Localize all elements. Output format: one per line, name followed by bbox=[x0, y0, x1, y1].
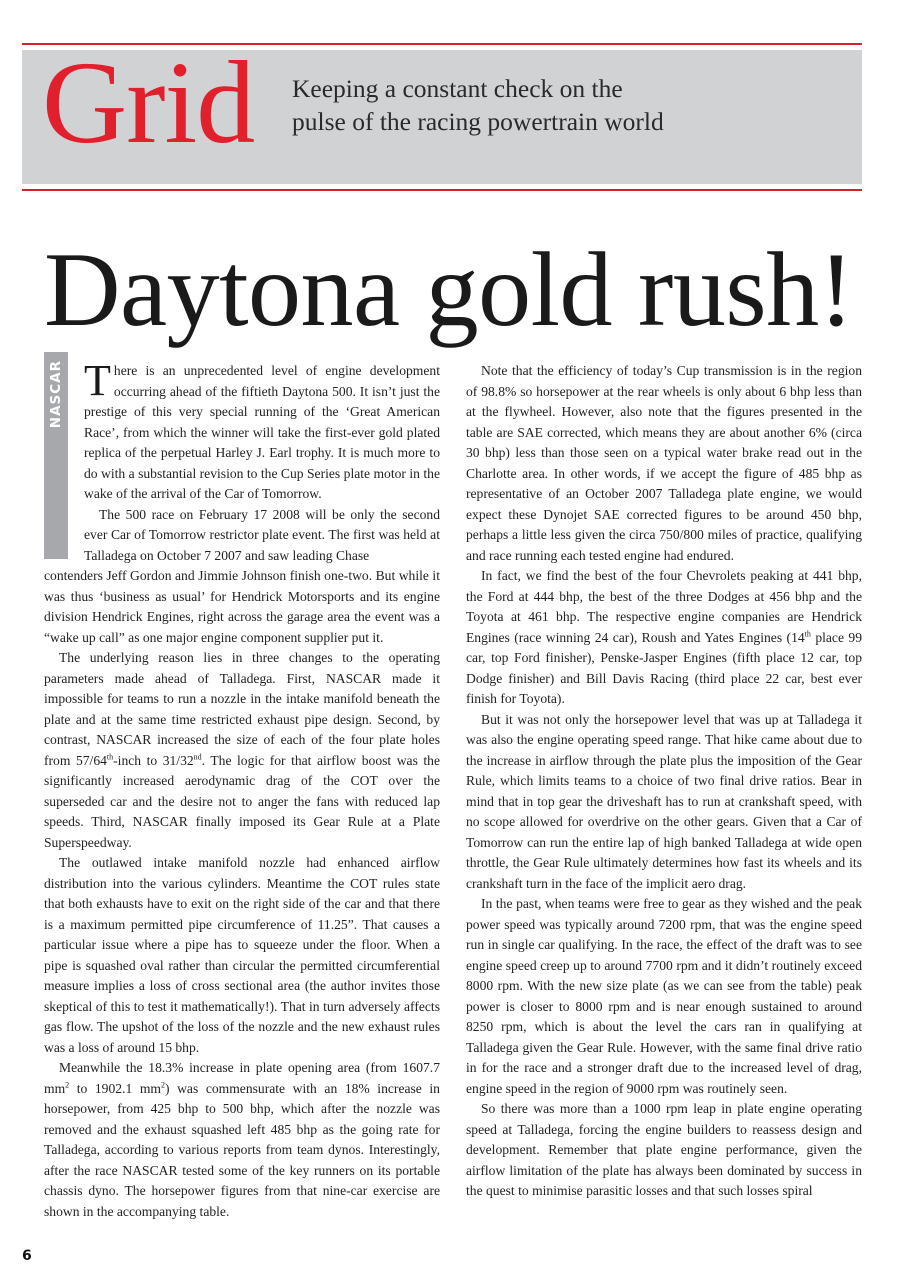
article-headline: Daytona gold rush! bbox=[44, 231, 854, 348]
masthead-title: Grid bbox=[42, 37, 255, 168]
paragraph: The underlying reason lies in three changes to the operating parameters made ahead of Talladega. First, NASCAR made it impossible for teams to run a nozzle in the intake manifold beneath the plate and at the same time restricted exhaust pipe design. Second, by contrast, NASCAR increased the size of each of the four plate holes from 57/64th-inch to 31/32nd. The logic for that airflow boost was the significantly increased aerodynamic drag of the COT over the superseded car and the desire not to anger the fans with reduced lap speeds. Third, NASCAR finally imposed its Gear Rule at a Plate Superspeedway. bbox=[44, 650, 440, 850]
article-column-right bbox=[466, 361, 862, 1202]
paragraph: But it was not only the horsepower level that was up at Talladega it was also the engine operating speed range. That hike came about due to the increase in airflow through the plate plus the imposition of the Gear Rule, which limits teams to a choice of two final drive ratios. Bear in mind that in top gear the driveshaft has to run at crankshaft speed, with no scope allowed for overdrive on the other gears. Given that a Car of Tomorrow can run the entire lap of high banked Talladega at wide open throttle, the Gear Rule ultimately determines how fast its wheels and its crankshaft turn in the face of the implicit aero drag. bbox=[466, 711, 862, 891]
page-number: 6 bbox=[22, 1248, 32, 1264]
paragraph: Meanwhile the 18.3% increase in plate opening area (from 1607.7 $mm^2$ to 1902.1 $mm^2$) was commensurate with an 18% increase in horsepower, from 425 bhp to 500 bhp, which after the nozzle was removed and the exhaust squashed left 485 bhp as the going rate for Talladega, according to various reports from team dynos. Interestingly, after the race NASCAR tested some of the key runners on its portable chassis dyno. The horsepower figures from that nine-car exercise are shown in the accompanying table. bbox=[44, 1060, 440, 1219]
tagline-line-2: pulse of the racing powertrain world bbox=[292, 107, 664, 136]
article-column-left bbox=[44, 356, 440, 1222]
paragraph: In fact, we find the best of the four Chevrolets peaking at 441 bhp, the Ford at 444 bhp, the best of the three Dodges at 456 bhp and the Toyota at 461 bhp. The respective engine companies are Hendrick Engines (race winning 24 car), Roush and Yates Engines (14th place 99 car, top Ford finisher), Penske-Jasper Engines (fifth place 12 car, top Dodge finisher) and Bill Davis Racing (third place 22 car, best ever finish for Toyota). bbox=[466, 568, 862, 706]
paragraph: There is an unprecedented level of engine development occurring ahead of the fiftieth Daytona 500. It isn’t just the prestige of this very special running of the ‘Great American Race’, from which the winner will take the first-ever gold plated replica of the perpetual Harley J. Earl trophy. It is much more to do with a substantial revision to the Cup Series plate motor in the wake of the arrival of the Car of Tomorrow. bbox=[84, 356, 440, 501]
paragraph: Note that the efficiency of today’s Cup transmission is in the region of 98.8% so horsepower at the rear wheels is only about 6 bhp less than at the flywheel. However, also note that the figures presented in the table are SAE corrected, which means they are about another 6% (circa 30 bhp) less than those seen on a typical water brake read out in the Charlotte area. In other words, if we accept the figure of 485 bhp as representative of an October 2007 Talladega plate engine, we would expect these Dynojet SAE corrected figures to be around 450 bhp, perhaps a little less given the circa 750/800 miles of practice, qualifying and race running each tested engine had endured. bbox=[466, 363, 862, 563]
section-label: NASCAR bbox=[48, 360, 64, 429]
paragraph: contenders Jeff Gordon and Jimmie Johnson finish one-two. But while it was thus ‘business as usual’ for Hendrick Motorsports and its engine division Hendrick Engines, right across the garage area the event was a “wake up call” as one major engine component supplier put it. bbox=[44, 568, 440, 645]
paragraph: The 500 race on February 17 2008 will be only the second ever Car of Tomorrow restrictor plate event. The first was held at Talladega on October 7 2007 and saw leading Chase bbox=[84, 506, 440, 563]
tagline-line-1: Keeping a constant check on the bbox=[292, 74, 623, 103]
paragraph: In the past, when teams were free to gear as they wished and the peak power speed was typically around 7200 rpm, that was the engine speed run in single car qualifying. In the race, the effect of the draft was to see engine speed creep up to around 7700 rpm and it didn’t routinely exceed 8000 rpm. With the new size plate (as we can see from the table) peak power is closer to 8000 rpm and is near enough sustained to around 8250 rpm, which is about the level the cars ran in qualifying at Talladega given the Gear Rule. However, with the same final drive ratio in for the race and a stronger draft due to the increased level of drag, engine speed in the region of 9000 rpm was routinely seen. bbox=[466, 896, 862, 1096]
bottom-rule bbox=[22, 189, 862, 191]
paragraph: The outlawed intake manifold nozzle had enhanced airflow distribution into the various cylinders. Meantime the COT rules state that both exhausts have to exit on the right side of the car and that there is a maximum permitted pipe circumference of 11.25”. That causes a particular issue where a pipe has to squeeze under the floor. When a pipe is squashed oval rather than circular the permitted circumferential measure implies a loss of cross sectional area (the author invites those skeptical of this to test it mathematically!). That in turn adversely affects gas flow. The upshot of the loss of the nozzle and the new exhaust rules was a loss of around 15 bhp. bbox=[44, 855, 440, 1055]
masthead-tagline bbox=[292, 72, 812, 138]
drop-cap: T bbox=[84, 356, 111, 405]
paragraph: So there was more than a 1000 rpm leap in plate engine operating speed at Talladega, forcing the engine builders to reassess design and development. Remember that plate engine performance, given the airflow limitation of the plate has always been dominated by success in the quest to minimise parasitic losses and that such losses spiral bbox=[466, 1101, 862, 1198]
